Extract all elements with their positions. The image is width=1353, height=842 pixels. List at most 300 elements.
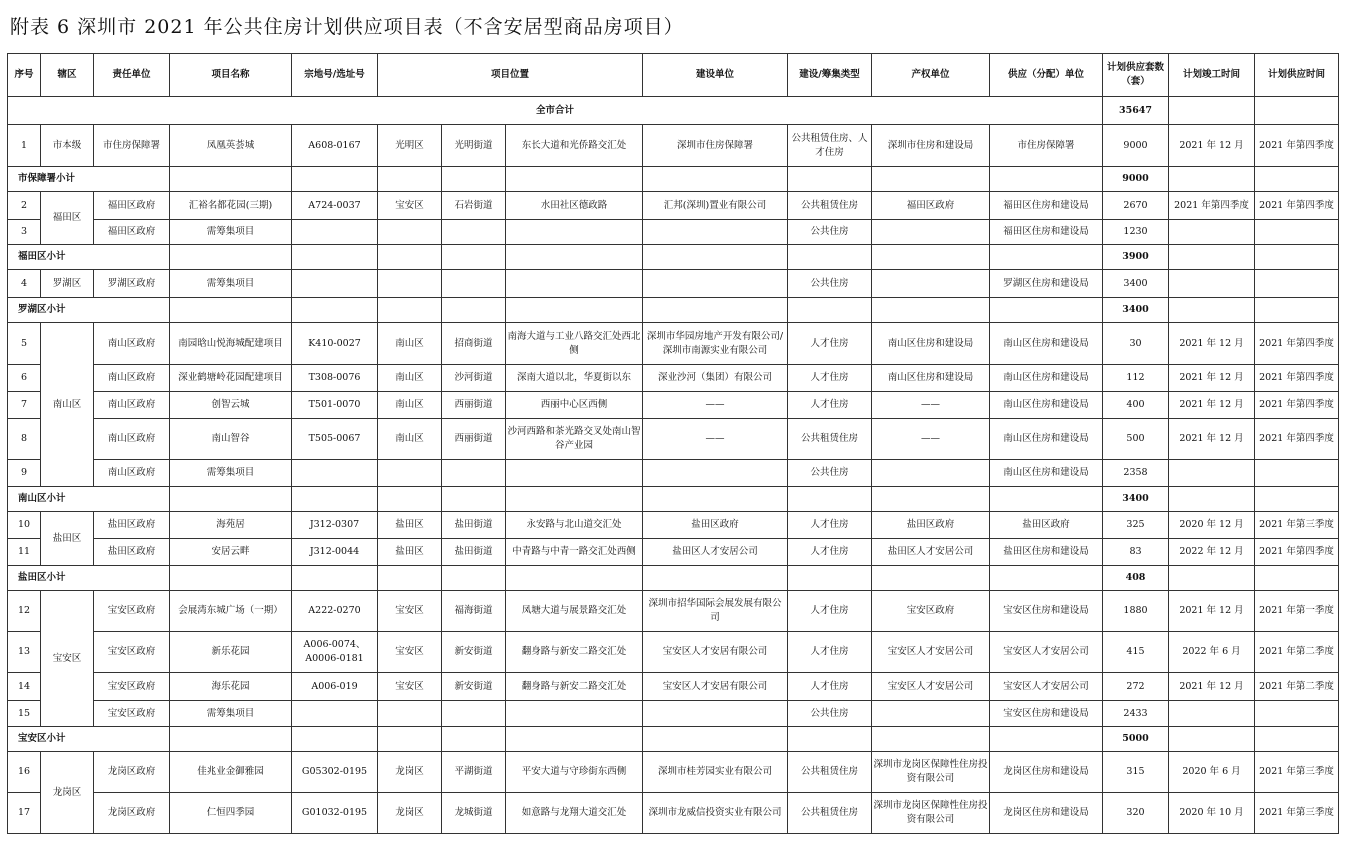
table-cell: 宝安区政府 bbox=[94, 591, 170, 632]
empty-cell bbox=[506, 487, 643, 512]
empty-cell bbox=[990, 298, 1103, 323]
table-cell: 10 bbox=[8, 512, 41, 539]
table-cell: 2021 年第四季度 bbox=[1255, 323, 1339, 365]
table-cell: 东长大道和光侨路交汇处 bbox=[506, 125, 643, 167]
subtotal-row bbox=[8, 487, 1339, 512]
table-cell: 福田区住房和建设局 bbox=[990, 220, 1103, 245]
empty-cell bbox=[643, 245, 788, 270]
table-cell: 2021 年第二季度 bbox=[1255, 673, 1339, 701]
table-cell: 宝安区住房和建设局 bbox=[990, 701, 1103, 727]
table-cell: 人才住房 bbox=[788, 512, 872, 539]
table-cell: 30 bbox=[1103, 323, 1169, 365]
table-cell: 17 bbox=[8, 793, 41, 834]
table-cell: 3400 bbox=[1103, 270, 1169, 298]
header-cell: 计划供应套数（套） bbox=[1103, 54, 1169, 97]
empty-cell bbox=[872, 298, 990, 323]
table-cell: 公共住房 bbox=[788, 220, 872, 245]
table-cell: 3 bbox=[8, 220, 41, 245]
table-cell: 2021 年第四季度 bbox=[1255, 192, 1339, 220]
table-cell: 4 bbox=[8, 270, 41, 298]
table-cell: 会展湾东城广场（一期） bbox=[170, 591, 292, 632]
table-cell: 南山区政府 bbox=[94, 323, 170, 365]
empty-cell bbox=[643, 566, 788, 591]
table-cell: 深圳市住房和建设局 bbox=[872, 125, 990, 167]
table-cell: 中青路与中青一路交汇处西侧 bbox=[506, 539, 643, 566]
table-cell: 石岩街道 bbox=[442, 192, 506, 220]
table-cell: 市住房保障署 bbox=[990, 125, 1103, 167]
header-cell: 建设单位 bbox=[643, 54, 788, 97]
table-cell: 水田社区德政路 bbox=[506, 192, 643, 220]
table-cell: 深圳市住房保障署 bbox=[643, 125, 788, 167]
subtotal-row bbox=[8, 167, 1339, 192]
table-cell: 凤塘大道与展景路交汇处 bbox=[506, 591, 643, 632]
subtotal-label: 罗湖区小计 bbox=[8, 298, 170, 323]
table-cell: 8 bbox=[8, 419, 41, 460]
table-cell: 西丽街道 bbox=[442, 392, 506, 419]
subtotal-value: 3900 bbox=[1103, 245, 1169, 270]
empty-cell bbox=[1255, 298, 1339, 323]
table-cell: 公共住房 bbox=[788, 460, 872, 487]
table-cell: 宝安区政府 bbox=[94, 673, 170, 701]
district-cell: 南山区 bbox=[41, 323, 94, 487]
empty-cell bbox=[170, 727, 292, 752]
header-cell: 序号 bbox=[8, 54, 41, 97]
empty-cell bbox=[872, 167, 990, 192]
table-row bbox=[8, 752, 1339, 793]
table-cell: 南山区 bbox=[378, 392, 442, 419]
empty-cell bbox=[170, 167, 292, 192]
header-cell: 辖区 bbox=[41, 54, 94, 97]
empty-cell bbox=[292, 727, 378, 752]
table-cell: 宝安区人才安居有限公司 bbox=[643, 673, 788, 701]
district-cell: 宝安区 bbox=[41, 591, 94, 727]
empty-cell bbox=[506, 167, 643, 192]
table-cell: 13 bbox=[8, 632, 41, 673]
table-cell: 2020 年 12 月 bbox=[1169, 512, 1255, 539]
empty-cell bbox=[292, 245, 378, 270]
table-cell: 9000 bbox=[1103, 125, 1169, 167]
table-cell: 宝安区 bbox=[378, 673, 442, 701]
table-cell: 南山区住房和建设局 bbox=[990, 365, 1103, 392]
table-cell: 如意路与龙翔大道交汇处 bbox=[506, 793, 643, 834]
empty-cell bbox=[643, 487, 788, 512]
subtotal-row bbox=[8, 298, 1339, 323]
empty-cell bbox=[378, 270, 442, 298]
subtotal-label: 宝安区小计 bbox=[8, 727, 170, 752]
empty-cell bbox=[1255, 270, 1339, 298]
table-row bbox=[8, 365, 1339, 392]
table-cell: 龙岗区住房和建设局 bbox=[990, 793, 1103, 834]
table-cell: T505-0067 bbox=[292, 419, 378, 460]
table-cell: 9 bbox=[8, 460, 41, 487]
table-cell: 南山区政府 bbox=[94, 365, 170, 392]
table-cell: 14 bbox=[8, 673, 41, 701]
subtotal-label: 盐田区小计 bbox=[8, 566, 170, 591]
table-cell: 南山区 bbox=[378, 365, 442, 392]
table-cell: 2021 年 12 月 bbox=[1169, 591, 1255, 632]
table-cell: 深圳市龙岗区保障性住房投资有限公司 bbox=[872, 752, 990, 793]
table-cell: 宝安区人才安居公司 bbox=[990, 673, 1103, 701]
empty-cell bbox=[170, 245, 292, 270]
district-cell: 福田区 bbox=[41, 192, 94, 245]
table-cell: 南山区住房和建设局 bbox=[990, 392, 1103, 419]
table-cell: 宝安区 bbox=[378, 632, 442, 673]
empty-cell bbox=[292, 566, 378, 591]
header-cell: 计划竣工时间 bbox=[1169, 54, 1255, 97]
table-cell: 宝安区人才安居公司 bbox=[872, 632, 990, 673]
table-cell: A006-019 bbox=[292, 673, 378, 701]
empty-cell bbox=[1169, 727, 1255, 752]
table-cell: 2021 年第四季度 bbox=[1255, 539, 1339, 566]
housing-supply-table bbox=[7, 53, 1339, 834]
table-cell: A608-0167 bbox=[292, 125, 378, 167]
table-cell: 2021 年 12 月 bbox=[1169, 125, 1255, 167]
empty-cell bbox=[1169, 701, 1255, 727]
empty-cell bbox=[292, 167, 378, 192]
table-cell: 2021 年第四季度 bbox=[1169, 192, 1255, 220]
table-cell: 15 bbox=[8, 701, 41, 727]
empty-cell bbox=[788, 167, 872, 192]
table-cell: 315 bbox=[1103, 752, 1169, 793]
table-cell: 招商街道 bbox=[442, 323, 506, 365]
table-cell: 盐田区政府 bbox=[990, 512, 1103, 539]
empty-cell bbox=[442, 270, 506, 298]
table-cell: 公共住房 bbox=[788, 701, 872, 727]
table-cell: 深圳市桂芳园实业有限公司 bbox=[643, 752, 788, 793]
table-cell: 2358 bbox=[1103, 460, 1169, 487]
table-cell: 人才住房 bbox=[788, 392, 872, 419]
empty-cell bbox=[1255, 727, 1339, 752]
empty-cell bbox=[788, 566, 872, 591]
table-cell: 人才住房 bbox=[788, 323, 872, 365]
table-cell: 南山区政府 bbox=[94, 460, 170, 487]
table-cell: 2670 bbox=[1103, 192, 1169, 220]
empty-cell bbox=[788, 487, 872, 512]
empty-cell bbox=[506, 298, 643, 323]
table-cell: 宝安区住房和建设局 bbox=[990, 591, 1103, 632]
total-row bbox=[8, 97, 1339, 125]
table-cell: 6 bbox=[8, 365, 41, 392]
table-cell: 2021 年 12 月 bbox=[1169, 323, 1255, 365]
table-cell: 12 bbox=[8, 591, 41, 632]
table-cell: 人才住房 bbox=[788, 365, 872, 392]
header-cell: 项目位置 bbox=[378, 54, 643, 97]
table-cell: 2020 年 10 月 bbox=[1169, 793, 1255, 834]
table-cell: 2021 年第四季度 bbox=[1255, 419, 1339, 460]
subtotal-label: 福田区小计 bbox=[8, 245, 170, 270]
table-cell: 人才住房 bbox=[788, 591, 872, 632]
empty-cell bbox=[643, 298, 788, 323]
table-cell: 龙岗区政府 bbox=[94, 793, 170, 834]
table-cell: 佳兆业金御雅园 bbox=[170, 752, 292, 793]
empty-cell bbox=[1169, 487, 1255, 512]
empty-cell bbox=[378, 167, 442, 192]
table-cell: 深业沙河（集团）有限公司 bbox=[643, 365, 788, 392]
table-cell: 5 bbox=[8, 323, 41, 365]
table-cell: 415 bbox=[1103, 632, 1169, 673]
empty-cell bbox=[442, 566, 506, 591]
table-cell: 2022 年 6 月 bbox=[1169, 632, 1255, 673]
table-cell: 南山区住房和建设局 bbox=[990, 460, 1103, 487]
empty-cell bbox=[378, 245, 442, 270]
table-cell: 需筹集项目 bbox=[170, 701, 292, 727]
table-cell: 南山区政府 bbox=[94, 392, 170, 419]
table-cell: 龙岗区 bbox=[378, 793, 442, 834]
table-cell: 盐田区政府 bbox=[94, 512, 170, 539]
total-label: 全市合计 bbox=[8, 97, 1103, 125]
empty-cell bbox=[872, 460, 990, 487]
empty-cell bbox=[506, 566, 643, 591]
table-cell: 南山智谷 bbox=[170, 419, 292, 460]
table-cell: 2022 年 12 月 bbox=[1169, 539, 1255, 566]
table-cell: 新乐花园 bbox=[170, 632, 292, 673]
empty-cell bbox=[643, 220, 788, 245]
table-cell: 2021 年 12 月 bbox=[1169, 392, 1255, 419]
empty-cell bbox=[378, 298, 442, 323]
empty-cell bbox=[442, 460, 506, 487]
table-cell: 1230 bbox=[1103, 220, 1169, 245]
empty-cell bbox=[788, 727, 872, 752]
document-title: 附表 6 深圳市 2021 年公共住房计划供应项目表（不含安居型商品房项目） bbox=[10, 16, 684, 38]
empty-cell bbox=[872, 487, 990, 512]
table-cell: 深业鹤塘岭花园配建项目 bbox=[170, 365, 292, 392]
table-cell: 宝安区政府 bbox=[94, 701, 170, 727]
empty-cell bbox=[506, 460, 643, 487]
table-cell: 2021 年第四季度 bbox=[1255, 392, 1339, 419]
table-cell: 需筹集项目 bbox=[170, 220, 292, 245]
table-cell: 16 bbox=[8, 752, 41, 793]
district-cell: 罗湖区 bbox=[41, 270, 94, 298]
table-cell: —— bbox=[643, 392, 788, 419]
table-cell: 320 bbox=[1103, 793, 1169, 834]
empty-cell bbox=[292, 220, 378, 245]
table-cell: 公共租赁住房 bbox=[788, 793, 872, 834]
table-cell: 盐田街道 bbox=[442, 512, 506, 539]
table-cell: 汇邦(深圳)置业有限公司 bbox=[643, 192, 788, 220]
table-cell: K410-0027 bbox=[292, 323, 378, 365]
empty-cell bbox=[990, 566, 1103, 591]
table-cell: 翻身路与新安二路交汇处 bbox=[506, 632, 643, 673]
table-cell: 西丽中心区西侧 bbox=[506, 392, 643, 419]
table-cell: 深南大道以北，华夏街以东 bbox=[506, 365, 643, 392]
empty-cell bbox=[872, 701, 990, 727]
header-cell: 建设/筹集类型 bbox=[788, 54, 872, 97]
table-cell: —— bbox=[643, 419, 788, 460]
table-row bbox=[8, 270, 1339, 298]
table-cell: 宝安区人才安居有限公司 bbox=[643, 632, 788, 673]
table-row bbox=[8, 419, 1339, 460]
subtotal-value: 408 bbox=[1103, 566, 1169, 591]
empty-cell bbox=[1255, 167, 1339, 192]
subtotal-row bbox=[8, 245, 1339, 270]
table-cell: 沙河西路和茶光路交叉处南山智谷产业园 bbox=[506, 419, 643, 460]
table-cell: 福田区住房和建设局 bbox=[990, 192, 1103, 220]
table-cell: 1 bbox=[8, 125, 41, 167]
empty-cell bbox=[872, 566, 990, 591]
table-cell: 新安街道 bbox=[442, 673, 506, 701]
header-row bbox=[8, 54, 1339, 97]
table-cell: 罗湖区政府 bbox=[94, 270, 170, 298]
empty-cell bbox=[170, 487, 292, 512]
empty-cell bbox=[643, 460, 788, 487]
table-cell: 盐田区 bbox=[378, 539, 442, 566]
table-cell: 深圳市龙岗区保障性住房投资有限公司 bbox=[872, 793, 990, 834]
table-cell: 沙河街道 bbox=[442, 365, 506, 392]
table-cell: 南山区住房和建设局 bbox=[872, 365, 990, 392]
table-cell: 需筹集项目 bbox=[170, 460, 292, 487]
empty-cell bbox=[990, 167, 1103, 192]
table-cell: 83 bbox=[1103, 539, 1169, 566]
empty-cell bbox=[872, 220, 990, 245]
empty-cell bbox=[378, 727, 442, 752]
empty-cell bbox=[643, 701, 788, 727]
empty-cell bbox=[378, 566, 442, 591]
table-cell: 盐田区政府 bbox=[643, 512, 788, 539]
table-cell: 2021 年第四季度 bbox=[1255, 365, 1339, 392]
table-cell: 2 bbox=[8, 192, 41, 220]
header-cell: 宗地号/选址号 bbox=[292, 54, 378, 97]
table-cell: 凤凰英荟城 bbox=[170, 125, 292, 167]
subtotal-value: 5000 bbox=[1103, 727, 1169, 752]
header-cell: 责任单位 bbox=[94, 54, 170, 97]
table-cell: 人才住房 bbox=[788, 632, 872, 673]
table-cell: 龙岗区 bbox=[378, 752, 442, 793]
empty-cell bbox=[378, 460, 442, 487]
table-cell: T501-0070 bbox=[292, 392, 378, 419]
empty-cell bbox=[1169, 245, 1255, 270]
table-row bbox=[8, 125, 1339, 167]
empty-cell bbox=[1169, 270, 1255, 298]
table-cell: 南山区 bbox=[378, 419, 442, 460]
district-cell: 龙岗区 bbox=[41, 752, 94, 834]
empty-cell bbox=[1255, 487, 1339, 512]
empty-cell bbox=[1255, 460, 1339, 487]
table-cell: 福田区政府 bbox=[872, 192, 990, 220]
table-cell: 南园晗山悦海城配建项目 bbox=[170, 323, 292, 365]
header-cell: 产权单位 bbox=[872, 54, 990, 97]
table-cell: 需筹集项目 bbox=[170, 270, 292, 298]
table-cell: 福海街道 bbox=[442, 591, 506, 632]
table-cell: 2021 年 12 月 bbox=[1169, 673, 1255, 701]
empty-cell bbox=[506, 220, 643, 245]
empty-cell bbox=[1255, 245, 1339, 270]
table-cell: A222-0270 bbox=[292, 591, 378, 632]
table-cell: 平安大道与守珍街东西侧 bbox=[506, 752, 643, 793]
empty-cell bbox=[170, 566, 292, 591]
table-cell: 南山区住房和建设局 bbox=[990, 419, 1103, 460]
table-row bbox=[8, 192, 1339, 220]
table-row bbox=[8, 392, 1339, 419]
table-cell: 公共租赁住房 bbox=[788, 419, 872, 460]
table-cell: 罗湖区住房和建设局 bbox=[990, 270, 1103, 298]
subtotal-row bbox=[8, 727, 1339, 752]
table-cell: 市本级 bbox=[41, 125, 94, 167]
empty-cell bbox=[442, 220, 506, 245]
empty-cell bbox=[506, 245, 643, 270]
empty-cell bbox=[1255, 566, 1339, 591]
table-cell: 南山区政府 bbox=[94, 419, 170, 460]
header-cell: 计划供应时间 bbox=[1255, 54, 1339, 97]
table-cell: 南海大道与工业八路交汇处西北侧 bbox=[506, 323, 643, 365]
table-cell: 盐田区人才安居公司 bbox=[643, 539, 788, 566]
table-cell: 1880 bbox=[1103, 591, 1169, 632]
table-cell: 海乐花园 bbox=[170, 673, 292, 701]
table-row bbox=[8, 673, 1339, 701]
table-cell: 2021 年第四季度 bbox=[1255, 125, 1339, 167]
table-row bbox=[8, 793, 1339, 834]
empty-cell bbox=[1169, 460, 1255, 487]
table-cell: 南山区 bbox=[378, 323, 442, 365]
table-row bbox=[8, 539, 1339, 566]
table-cell: 盐田区政府 bbox=[872, 512, 990, 539]
empty-cell bbox=[788, 298, 872, 323]
table-cell: 宝安区人才安居公司 bbox=[990, 632, 1103, 673]
table-row bbox=[8, 701, 1339, 727]
empty-cell bbox=[1169, 220, 1255, 245]
empty-cell bbox=[506, 727, 643, 752]
table-cell: 2433 bbox=[1103, 701, 1169, 727]
empty-cell bbox=[1255, 220, 1339, 245]
empty-cell bbox=[292, 270, 378, 298]
header-cell: 供应（分配）单位 bbox=[990, 54, 1103, 97]
empty-cell bbox=[1255, 701, 1339, 727]
table-cell: 11 bbox=[8, 539, 41, 566]
table-cell: 深圳市招华国际会展发展有限公司 bbox=[643, 591, 788, 632]
table-cell: 创智云城 bbox=[170, 392, 292, 419]
empty-cell bbox=[378, 220, 442, 245]
table-cell: 龙城街道 bbox=[442, 793, 506, 834]
table-cell: 宝安区政府 bbox=[872, 591, 990, 632]
empty-cell bbox=[292, 298, 378, 323]
empty-cell bbox=[643, 727, 788, 752]
table-cell: A724-0037 bbox=[292, 192, 378, 220]
empty-cell bbox=[442, 298, 506, 323]
total-value: 35647 bbox=[1103, 97, 1169, 125]
table-cell: 人才住房 bbox=[788, 673, 872, 701]
empty-cell bbox=[292, 487, 378, 512]
subtotal-value: 3400 bbox=[1103, 298, 1169, 323]
empty-cell bbox=[442, 245, 506, 270]
empty-cell bbox=[442, 487, 506, 512]
table-cell: 南山区住房和建设局 bbox=[990, 323, 1103, 365]
empty-cell bbox=[872, 270, 990, 298]
table-cell: 2021 年 12 月 bbox=[1169, 365, 1255, 392]
empty-cell bbox=[990, 245, 1103, 270]
table-cell: 深圳市华园房地产开发有限公司/深圳市南源实业有限公司 bbox=[643, 323, 788, 365]
empty-cell bbox=[872, 727, 990, 752]
empty-cell bbox=[442, 167, 506, 192]
table-cell: 112 bbox=[1103, 365, 1169, 392]
table-cell: 海苑居 bbox=[170, 512, 292, 539]
subtotal-value: 3400 bbox=[1103, 487, 1169, 512]
empty-cell bbox=[170, 298, 292, 323]
table-cell: 人才住房 bbox=[788, 539, 872, 566]
table-cell: 光明区 bbox=[378, 125, 442, 167]
table-cell: 公共租赁住房、人才住房 bbox=[788, 125, 872, 167]
empty-cell bbox=[442, 701, 506, 727]
table-cell: 公共租赁住房 bbox=[788, 752, 872, 793]
table-cell: 盐田区 bbox=[378, 512, 442, 539]
table-cell: 2021 年第二季度 bbox=[1255, 632, 1339, 673]
empty-cell bbox=[643, 167, 788, 192]
table-cell: 仁恒四季园 bbox=[170, 793, 292, 834]
table-cell: 市住房保障署 bbox=[94, 125, 170, 167]
table-cell: G01032-0195 bbox=[292, 793, 378, 834]
table-cell: 新安街道 bbox=[442, 632, 506, 673]
table-cell: 南山区住房和建设局 bbox=[872, 323, 990, 365]
table-cell: 272 bbox=[1103, 673, 1169, 701]
table-cell: T308-0076 bbox=[292, 365, 378, 392]
